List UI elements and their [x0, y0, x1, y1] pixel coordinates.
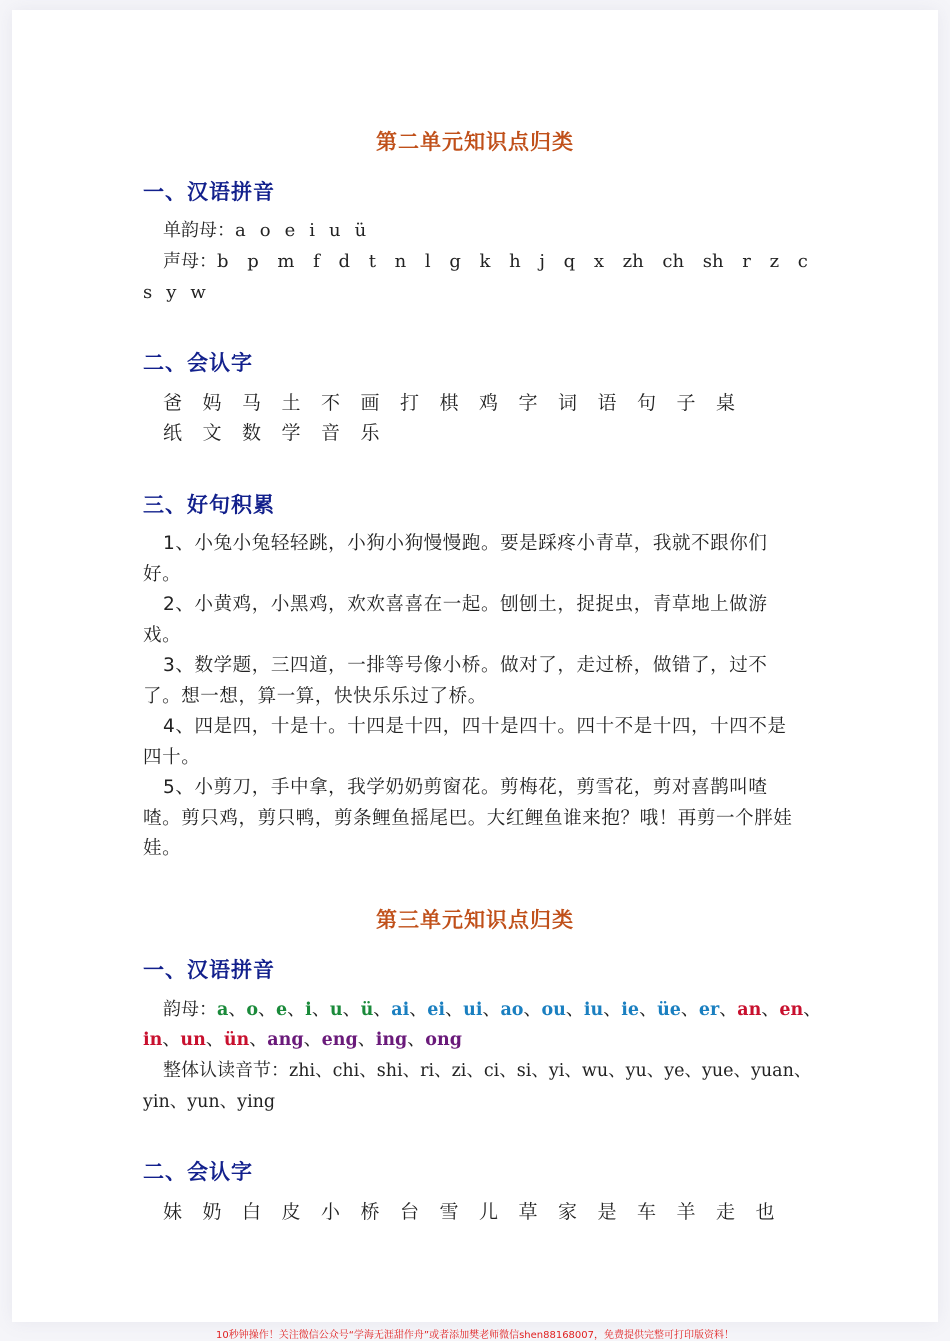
shengmu-list-2: [143, 282, 220, 303]
unit3-zhengti-line-2: [143, 1087, 808, 1117]
recognize-char: 皮: [281, 1201, 301, 1223]
recognize-char: 羊: [676, 1201, 696, 1223]
yunmu-item: ü: [360, 1000, 374, 1020]
shengmu-letter: r: [742, 251, 751, 272]
recognize-char: 字: [518, 392, 538, 414]
recognize-char: 音: [321, 422, 341, 444]
unit3-chars-heading: 二、会认字: [143, 1160, 253, 1184]
recognize-char: 雪: [439, 1201, 459, 1223]
yunmu-item: er: [698, 1000, 720, 1020]
recognize-char: 乐: [360, 422, 380, 444]
recognize-char: 打: [400, 392, 420, 414]
unit2-pinyin-heading: 一、汉语拼音: [143, 180, 275, 204]
shengmu-letter: sh: [702, 251, 724, 272]
separator: 、: [205, 1029, 224, 1050]
yunmu-item: ao: [500, 1000, 524, 1020]
recognize-char: 纸: [163, 422, 183, 444]
recognize-char: 白: [242, 1201, 262, 1223]
separator: 、: [445, 999, 464, 1020]
separator: 、: [287, 999, 306, 1020]
separator: 、: [357, 1029, 376, 1050]
recognize-char: 车: [637, 1201, 657, 1223]
separator: 、: [342, 999, 361, 1020]
recognize-char: 马: [242, 392, 262, 414]
separator: 、: [761, 999, 780, 1020]
shengmu-letter: f: [313, 251, 320, 272]
recognize-char: 语: [597, 392, 617, 414]
dan-yunmu-letter: i: [309, 220, 315, 241]
yunmu-item: eng: [321, 1030, 358, 1050]
yunmu-item: ie: [621, 1000, 640, 1020]
unit3-pinyin-heading: 一、汉语拼音: [143, 958, 275, 982]
shengmu-letter: s: [143, 282, 153, 303]
yunmu-item: u: [329, 1000, 343, 1020]
dan-yunmu-letter: e: [284, 220, 296, 241]
yunmu-item: iu: [583, 1000, 604, 1020]
yunmu-label: 韵母：: [163, 999, 217, 1020]
shengmu-list-1: [217, 247, 808, 277]
recognize-char: 词: [558, 392, 578, 414]
separator: 、: [719, 999, 738, 1020]
recognize-char: 土: [281, 392, 301, 414]
recognize-char: 学: [281, 422, 301, 444]
dan-yunmu-letter: ü: [354, 220, 367, 241]
shengmu-label: 声母：: [163, 251, 217, 272]
shengmu-letter: l: [424, 251, 431, 272]
shengmu-letter: z: [769, 251, 780, 272]
separator: 、: [311, 999, 330, 1020]
shengmu-letter: n: [394, 251, 407, 272]
recognize-char: 是: [597, 1201, 617, 1223]
recognize-char: 桌: [716, 392, 736, 414]
recognize-char: 爸: [163, 392, 183, 414]
separator: 、: [639, 999, 658, 1020]
shengmu-letter: w: [190, 282, 206, 303]
separator: 、: [258, 999, 277, 1020]
separator: 、: [803, 999, 822, 1020]
shengmu-letter: h: [509, 251, 521, 272]
yunmu-list-2: [143, 1029, 462, 1050]
shengmu-letter: x: [593, 251, 604, 272]
dan-yunmu-letter: a: [235, 220, 246, 241]
separator: 、: [373, 999, 392, 1020]
separator: 、: [523, 999, 542, 1020]
shengmu-letter: g: [449, 251, 461, 272]
separator: 、: [680, 999, 699, 1020]
shengmu-letter: y: [166, 282, 177, 303]
separator: 、: [603, 999, 622, 1020]
sentence-item-2: 2、小黄鸡，小黑鸡，欢欢喜喜在一起。刨刨土，捉捉虫，青草地上做游戏。: [143, 594, 768, 646]
unit3-zhengti-line: [143, 1056, 812, 1086]
recognize-char: 数: [242, 422, 262, 444]
recognize-char: 画: [360, 392, 380, 414]
recognize-char: 也: [755, 1201, 775, 1223]
unit2-shengmu-line: [143, 247, 808, 277]
recognize-char: 子: [676, 392, 696, 414]
dan-yunmu-letter: o: [259, 220, 271, 241]
recognize-char: 奶: [202, 1201, 222, 1223]
footer-notice: 10秒钟操作！关注微信公众号“学海无涯甜作舟”或者添加樊老师微信shen88168007，免费提供完整可打印版资料！: [215, 1330, 735, 1341]
unit2-title: 第二单元知识点归类: [376, 130, 574, 154]
sentence-item-3: 3、数学题，三四道，一排等号像小桥。做对了，走过桥，做错了，过不了。想一想，算一算，快快乐乐过了桥。: [143, 655, 768, 707]
separator: 、: [228, 999, 247, 1020]
yunmu-item: in: [143, 1030, 163, 1050]
shengmu-letter: t: [368, 251, 376, 272]
shengmu-letter: j: [539, 251, 545, 272]
recognize-char: 儿: [479, 1201, 499, 1223]
yunmu-item: ing: [375, 1030, 408, 1050]
yunmu-item: e: [276, 1000, 288, 1020]
recognize-char: 走: [716, 1201, 736, 1223]
yunmu-item: o: [246, 1000, 259, 1020]
unit3-yunmu-line-2: [143, 1025, 808, 1055]
yunmu-list-1: [217, 999, 821, 1020]
separator: 、: [565, 999, 584, 1020]
recognize-char: 句: [637, 392, 657, 414]
shengmu-letter: p: [247, 251, 259, 272]
unit2-sentences-heading: 三、好句积累: [143, 493, 275, 517]
unit3-chars-row-1: [163, 1197, 795, 1227]
recognize-char: 桥: [360, 1201, 380, 1223]
dan-yunmu-list: [235, 220, 380, 241]
separator: 、: [407, 1029, 426, 1050]
recognize-char: 棋: [439, 392, 459, 414]
recognize-char: 妹: [163, 1201, 183, 1223]
unit2-shengmu-line-2: [143, 278, 808, 308]
recognize-char: 文: [202, 422, 222, 444]
recognize-char: 小: [321, 1201, 341, 1223]
shengmu-letter: q: [563, 251, 576, 272]
separator: 、: [303, 1029, 322, 1050]
shengmu-letter: zh: [622, 251, 644, 272]
separator: 、: [162, 1029, 181, 1050]
unit2-dan-yunmu-line: [143, 216, 808, 246]
yunmu-item: ang: [267, 1030, 304, 1050]
shengmu-letter: m: [277, 251, 295, 272]
shengmu-letter: c: [797, 251, 808, 272]
shengmu-letter: ch: [662, 251, 685, 272]
shengmu-letter: b: [217, 251, 229, 272]
dan-yunmu-letter: u: [329, 220, 341, 241]
zhengti-list-1: zhi、chi、shi、ri、zi、ci、si、yi、wu、yu、ye、yue、yuan、: [289, 1061, 812, 1081]
yunmu-item: ong: [425, 1030, 462, 1050]
recognize-char: 妈: [202, 392, 222, 414]
recognize-char: 鸡: [479, 392, 499, 414]
yunmu-item: un: [180, 1030, 206, 1050]
recognize-char: 家: [558, 1201, 578, 1223]
yunmu-item: a: [217, 1000, 229, 1020]
zhengti-label: 整体认读音节：: [163, 1060, 289, 1081]
yunmu-item: en: [779, 1000, 804, 1020]
shengmu-letter: d: [338, 251, 351, 272]
yunmu-item: ui: [463, 1000, 483, 1020]
recognize-char: 草: [518, 1201, 538, 1223]
recognize-char: 台: [400, 1201, 420, 1223]
yunmu-item: ün: [223, 1030, 250, 1050]
unit3-yunmu-line: [143, 995, 822, 1025]
yunmu-item: ai: [391, 1000, 410, 1020]
separator: 、: [409, 999, 428, 1020]
zhengti-list-2: yin、yun、ying: [143, 1092, 276, 1112]
sentence-item-4: 4、四是四，十是十。十四是十四，四十是四十。四十不是十四，十四不是四十。: [143, 716, 787, 768]
sentence-item-1: 1、小兔小兔轻轻跳，小狗小狗慢慢跑。要是踩疼小青草，我就不跟你们好。: [143, 533, 768, 585]
yunmu-item: an: [737, 1000, 762, 1020]
unit3-title: 第三单元知识点归类: [376, 908, 574, 932]
sentence-item-5: 5、小剪刀，手中拿，我学奶奶剪窗花。剪梅花，剪雪花，剪对喜鹊叫喳喳。剪只鸡，剪只鸭，剪条鲤鱼摇尾巴。大红鲤鱼谁来抱？哦！再剪一个胖娃娃。: [143, 777, 793, 859]
yunmu-item: ou: [541, 1000, 566, 1020]
unit2-chars-row-1: [163, 388, 756, 418]
dan-yunmu-label: 单韵母：: [163, 220, 235, 241]
separator: 、: [249, 1029, 268, 1050]
yunmu-item: üe: [657, 1000, 681, 1020]
separator: 、: [482, 999, 501, 1020]
shengmu-letter: k: [479, 251, 491, 272]
unit2-chars-heading: 二、会认字: [143, 351, 253, 375]
yunmu-item: ei: [427, 1000, 446, 1020]
yunmu-item: i: [305, 1000, 312, 1020]
recognize-char: 不: [321, 392, 341, 414]
unit2-chars-row-2: [163, 418, 400, 448]
